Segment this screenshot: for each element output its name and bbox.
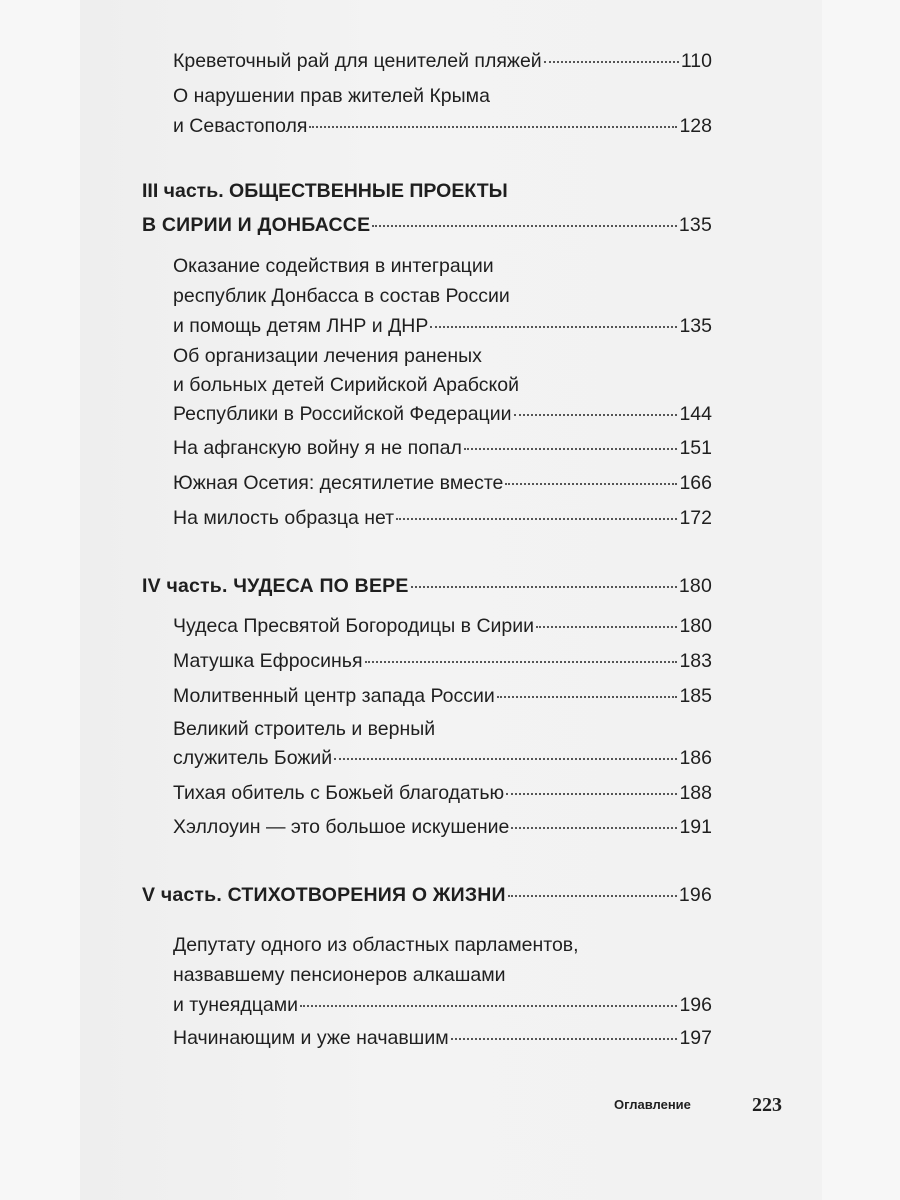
toc-entry-title: Депутату одного из областных парламентов, [173,934,579,956]
toc-entry-title-cont: республик Донбасса в состав России [173,285,510,307]
toc-entry-line [173,681,712,711]
toc-page-number: 188 [679,782,712,804]
running-footer-label: Оглавление [614,1097,691,1112]
toc-page-number: 166 [679,472,712,494]
toc-entry-title: Тихая обитель с Божьей благодатью [173,782,505,804]
dot-leader [365,661,678,663]
toc-page-number: 151 [679,437,712,459]
toc-entry-title: На милость образца нет [173,507,395,529]
toc-entry-title: Хэллоуин — это большое искушение [173,816,510,838]
toc-entry-line [173,743,712,773]
toc-entry-line [173,468,712,498]
part-title: IV часть. ЧУДЕСА ПО ВЕРЕ [142,575,409,597]
toc-entry-line [173,646,712,676]
dot-leader [334,758,677,760]
toc-entry-line [142,880,712,910]
toc-entry-title-cont: служитель Божий [173,747,333,769]
toc-page-number: 172 [679,507,712,529]
toc-entry-title: Чудеса Пресвятой Богородицы в Сирии [173,615,535,637]
dot-leader [544,61,679,63]
toc-entry-line [173,990,712,1020]
dot-leader [506,793,677,795]
toc-entry-line [173,812,712,842]
toc-entry-title: О нарушении прав жителей Крыма [173,85,490,107]
toc-entry-title: Об организации лечения раненых [173,345,482,367]
toc-entry-line [142,210,712,240]
part-title-cont: В СИРИИ И ДОНБАССЕ [142,214,371,236]
toc-entry-title: Креветочный рай для ценителей пляжей [173,50,542,72]
toc-page-number: 110 [680,50,712,72]
toc-entry-line [142,571,712,601]
toc-page-number: 196 [679,994,712,1016]
toc-page-number: 128 [679,115,712,137]
toc-page-number: 135 [679,315,712,337]
toc-entry-line [173,311,712,341]
toc-page-number: 180 [678,575,712,597]
dot-leader [372,225,677,227]
toc-entry-title: Оказание содействия в интеграции [173,255,494,277]
dot-leader [451,1038,678,1040]
toc-page-number: 197 [679,1027,712,1049]
toc-page-number: 191 [679,816,712,838]
dot-leader [309,126,677,128]
toc-entry-title: Матушка Ефросинья [173,650,363,672]
toc-entry-title-cont: и помощь детям ЛНР и ДНР [173,315,429,337]
toc-page-number: 185 [679,685,712,707]
toc-entry-title-cont: назвавшему пенсионеров алкашами [173,964,506,986]
dot-leader [396,518,677,520]
toc-entry-line [173,111,712,141]
toc-entry-title-cont: Республики в Российской Федерации [173,403,512,425]
toc-entry-title: Начинающим и уже начавшим [173,1027,449,1049]
toc-page-number: 186 [679,747,712,769]
toc-entry-line [173,778,712,808]
toc-entry-line [173,611,712,641]
dot-leader [514,414,678,416]
toc-entry-title: Молитвенный центр запада России [173,685,495,707]
dot-leader [536,626,677,628]
toc-page-number: 183 [679,650,712,672]
toc-entry-line [173,433,712,463]
dot-leader [508,895,677,897]
dot-leader [300,1005,677,1007]
toc-page-number: 144 [679,403,712,425]
toc-page-number: 180 [679,615,712,637]
toc-entry-line [173,399,712,429]
toc-page-number: 196 [678,884,712,906]
part-title: III часть. ОБЩЕСТВЕННЫЕ ПРОЕКТЫ [142,180,508,202]
toc-entry-title: На афганскую войну я не попал [173,437,462,459]
dot-leader [430,326,677,328]
dot-leader [497,696,678,698]
toc-entry-title: Великий строитель и верный [173,718,436,740]
part-title: V часть. СТИХОТВОРЕНИЯ О ЖИЗНИ [142,884,506,906]
toc-entry-title-cont: и Севастополя [173,115,308,137]
toc-entry-title-cont: и тунеядцами [173,994,299,1016]
toc-entry-title: Южная Осетия: десятилетие вместе [173,472,504,494]
dot-leader [505,483,677,485]
toc-entry-line [173,46,712,76]
toc-entry-line [173,503,712,533]
folio-page-number: 223 [752,1094,782,1116]
toc-page-number: 135 [678,214,712,236]
toc-entry-title-cont: и больных детей Сирийской Арабской [173,374,519,396]
dot-leader [411,586,677,588]
dot-leader [511,827,677,829]
toc-entry-line [173,1023,712,1053]
dot-leader [464,448,678,450]
